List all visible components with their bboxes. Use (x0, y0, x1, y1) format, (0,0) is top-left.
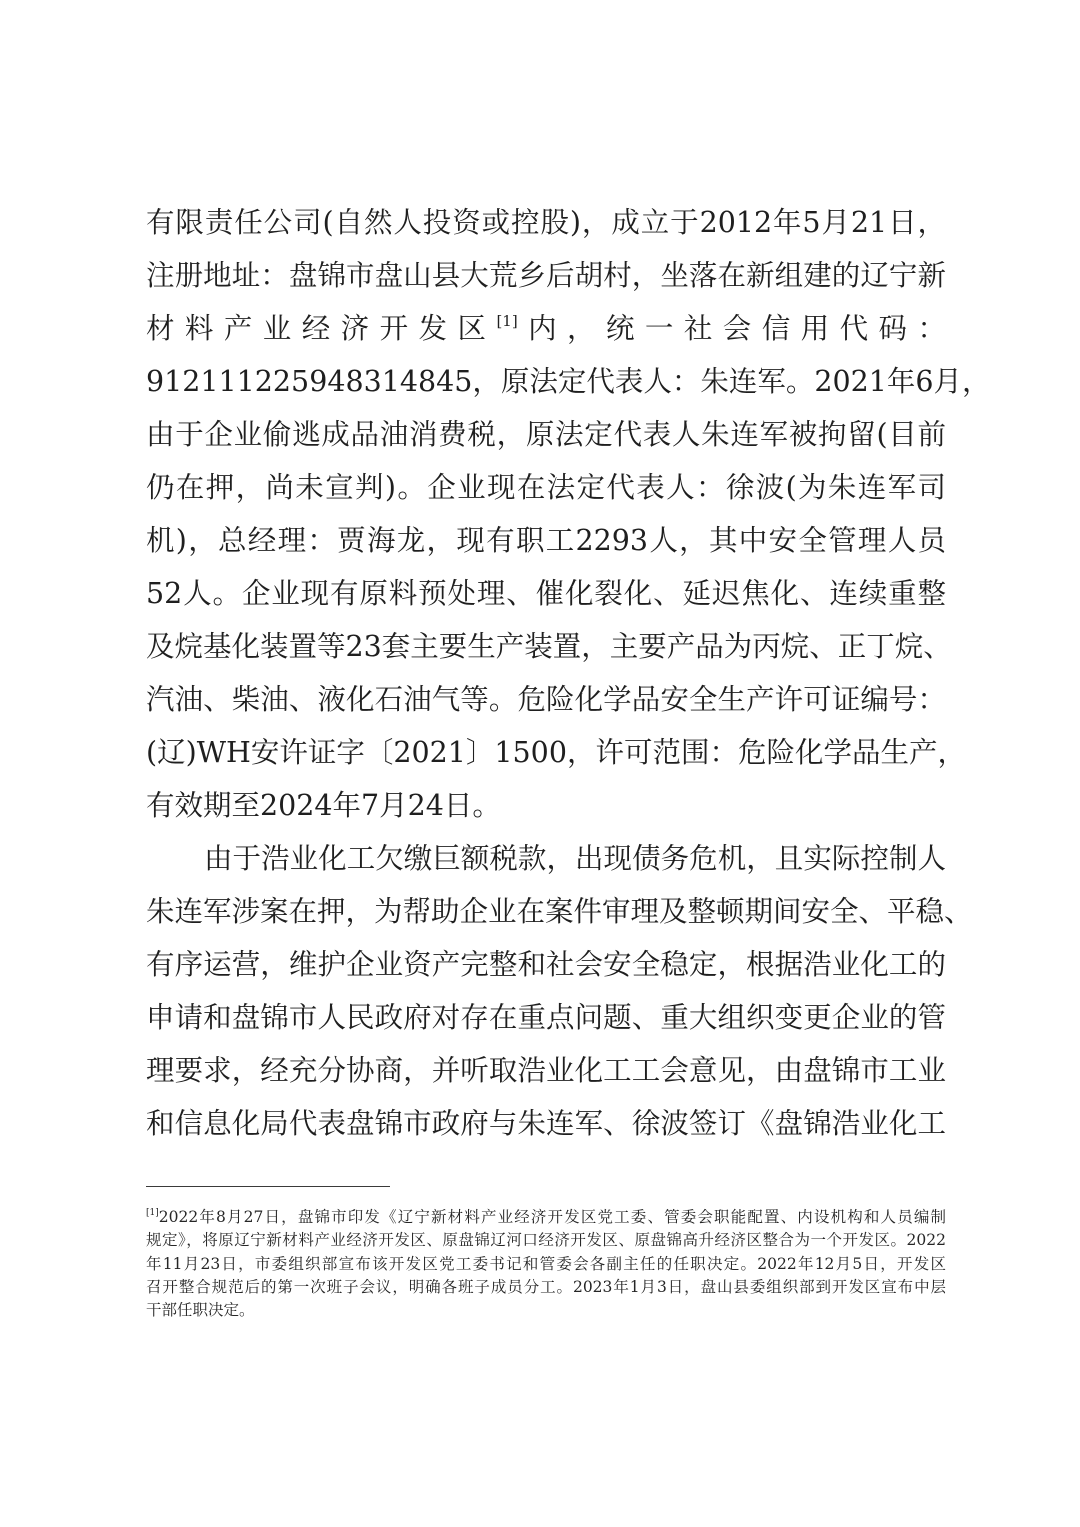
body-line-8: 52人。企业现有原料预处理、催化裂化、延迟焦化、连续重整 (146, 577, 946, 610)
footnote-line-1-text: 2022年8月27日，盘锦市印发《辽宁新材料产业经济开发区党工委、管委会职能配置、内设机构和人员编制 (158, 1208, 946, 1226)
body-line-1: 有限责任公司(自然人投资或控股)，成立于2012年5月21日， (146, 206, 946, 239)
footnote-line-3: 年11月23日，市委组织部宣布该开发区党工委书记和管委会各副主任的任职决定。2022年12月5日，开发区 (146, 1255, 946, 1273)
footnote-line-5: 干部任职决定。 (146, 1301, 255, 1319)
paragraph2-line-3: 有序运营，维护企业资产完整和社会安全稳定，根据浩业化工的 (146, 948, 946, 981)
body-line-3 (146, 309, 946, 349)
footnote-marker: [1] (146, 1208, 159, 1218)
body-line-7: 机)，总经理：贾海龙，现有职工2293人，其中安全管理人员 (146, 524, 946, 557)
body-line-9: 及烷基化装置等23套主要生产装置，主要产品为丙烷、正丁烷、 (146, 630, 952, 663)
body-line-5: 由于企业偷逃成品油消费税，原法定代表人朱连军被拘留(目前 (146, 418, 946, 451)
body-line-4: 912111225948314845，原法定代表人：朱连军。2021年6月， (146, 365, 991, 398)
paragraph2-line-6: 和信息化局代表盘锦市政府与朱连军、徐波签订《盘锦浩业化工 (146, 1107, 946, 1140)
footnote-line-1 (146, 1206, 946, 1228)
footnote-separator (146, 1186, 390, 1187)
paragraph2-line-5: 理要求，经充分协商，并听取浩业化工工会意见，由盘锦市工业 (146, 1054, 946, 1087)
paragraph2-line-2: 朱连军涉案在押，为帮助企业在案件审理及整顿期间安全、平稳、 (146, 895, 973, 928)
footnote-line-4: 召开整合规范后的第一次班子会议，明确各班子成员分工。2023年1月3日，盘山县委组织部到开发区宣布中层 (146, 1278, 946, 1296)
body-line-2: 注册地址：盘锦市盘山县大荒乡后胡村，坐落在新组建的辽宁新 (146, 259, 946, 292)
body-line-11: (辽)WH安许证字〔2021〕1500，许可范围：危险化学品生产， (146, 736, 966, 769)
body-line-10: 汽油、柴油、液化石油气等。危险化学品安全生产许可证编号： (146, 683, 946, 716)
paragraph2-line-4: 申请和盘锦市人民政府对存在重点问题、重大组织变更企业的管 (146, 1001, 946, 1034)
paragraph2-line-1: 由于浩业化工欠缴巨额税款，出现债务危机，且实际控制人 (204, 842, 946, 875)
footnote-line-2: 规定》，将原辽宁新材料产业经济开发区、原盘锦辽河口经济开发区、原盘锦高升经济区整合为一个开发区。2022 (146, 1231, 946, 1249)
footnote-reference[interactable]: [1] (496, 312, 518, 330)
body-line-3-prefix: 材料产业经济开发区 (146, 312, 497, 345)
body-line-3-suffix: 内，统一社会信用代码： (517, 312, 946, 345)
body-line-12: 有效期至2024年7月24日。 (146, 789, 501, 822)
body-line-6: 仍在押，尚未宣判)。企业现在法定代表人：徐波(为朱连军司 (146, 471, 946, 504)
